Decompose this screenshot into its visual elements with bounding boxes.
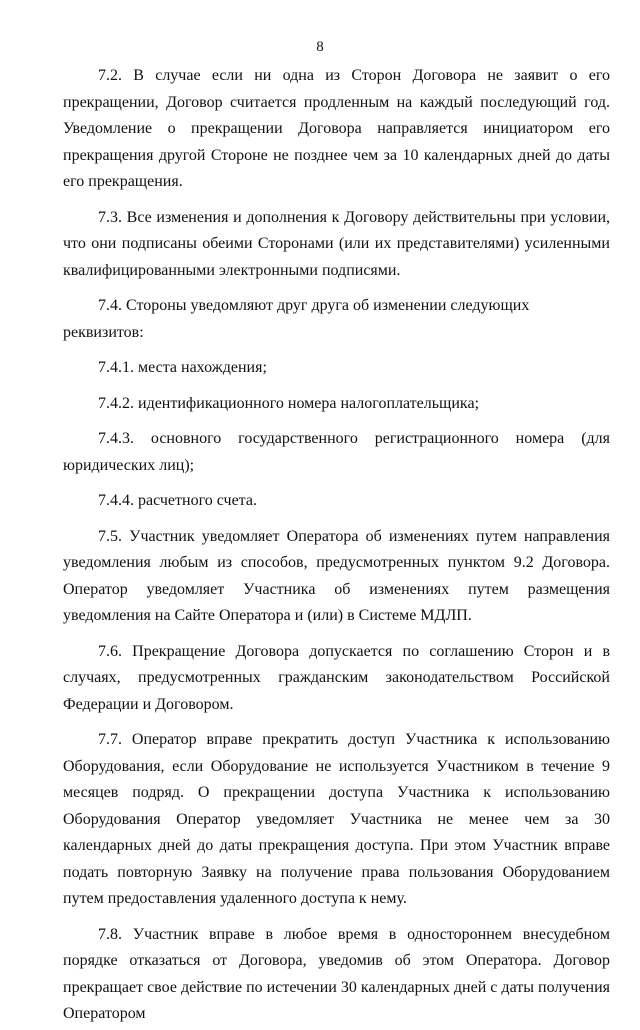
paragraph-7-7: 7.7. Оператор вправе прекратить доступ Участника к использованию Оборудования, если Оборудование не используется Участником в течение 9 месяцев подряд. О прекращении доступа Участника к использованию Оборудования Оператор уведомляет Участника не менее чем за 30 календарных дней до даты прекращения доступа. При этом Участник вправе подать повторную Заявку на получение права пользования Оборудованием путем предоставления удаленного доступа к нему. xyxy=(63,731,610,907)
paragraph-7-4: 7.4. Стороны уведомляют друг друга об изменении следующих реквизитов: xyxy=(63,297,530,341)
paragraph-7-5: 7.5. Участник уведомляет Оператора об изменениях путем направления уведомления любым из способов, предусмотренных пунктом 9.2 Договора. Оператор уведомляет Участника об изменениях путем размещения уведомления на Сайте Оператора и (или) в Системе МДЛП. xyxy=(63,527,610,624)
document-body xyxy=(63,63,610,1030)
paragraph-7-6: 7.6. Прекращение Договора допускается по соглашению Сторон и в случаях, предусмотренных гражданским законодательством Российской Федерации и Договором. xyxy=(63,642,610,713)
paragraph-7-3: 7.3. Все изменения и дополнения к Договору действительны при условии, что они подписаны обеими Сторонами (или их представителями) усиленными квалифицированными электронными подписями. xyxy=(63,208,610,279)
paragraph-7-4-4: 7.4.4. расчетного счета. xyxy=(98,492,257,509)
paragraph-7-4-1: 7.4.1. места нахождения; xyxy=(98,359,267,376)
page-number: 8 xyxy=(316,39,324,55)
paragraph-7-4-2: 7.4.2. идентификационного номера налогоплательщика; xyxy=(98,394,480,412)
paragraph-7-4-3: 7.4.3. основного государственного регистрационного номера (для юридических лиц); xyxy=(63,430,610,474)
paragraph-7-8: 7.8. Участник вправе в любое время в одностороннем внесудебном порядке отказаться от Договора, уведомив об этом Оператора. Договор прекращает свое действие по истечении 30 календарных дней с даты получения Оператором xyxy=(63,925,610,1022)
paragraph-7-2: 7.2. В случае если ни одна из Сторон Договора не заявит о его прекращении, Договор считается продленным на каждый последующий год. Уведомление о прекращении Договора направляется инициатором его прекращения другой Стороне не позднее чем за 10 календарных дней до даты его прекращения. xyxy=(63,67,610,190)
